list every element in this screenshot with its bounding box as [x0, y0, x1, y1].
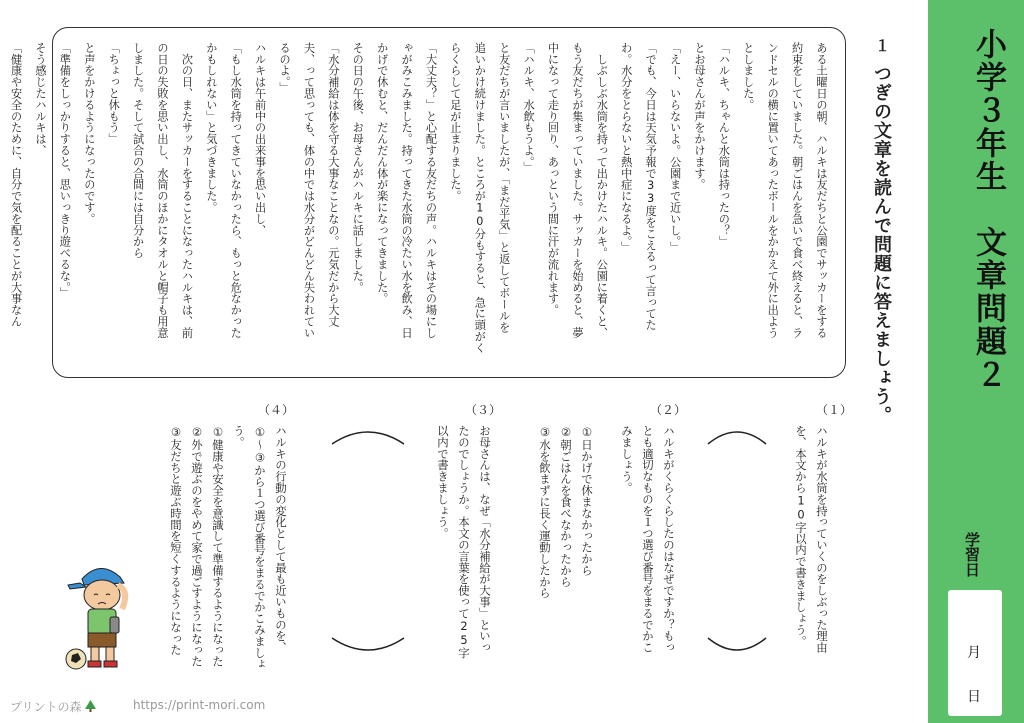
q4-option-3[interactable]: ③友だちと遊ぶ時間を短くするようになった [169, 425, 183, 656]
q2-number: （２） [650, 403, 687, 417]
passage-line: もう友だちが集まっていました。サッカーを始めると、夢 [570, 42, 584, 339]
passage-line: るのよ。」 [278, 42, 292, 94]
instruction: つぎの文章を読んで問題に答えましょう。 [871, 64, 892, 425]
passage-line: しました。そして試合の合間には自分から [131, 42, 145, 259]
passage-line: 「水分補給は体を守る大事なことなの。元気だから大丈 [326, 42, 340, 327]
q3-number: （３） [465, 403, 502, 417]
passage-line: わ。水分をとらないと熱中症になるよ。」 [619, 42, 633, 253]
q4-line: う。 [232, 425, 246, 448]
passage-line: 「ちょっと休もう」 [107, 42, 121, 145]
q2-line: とも適切なものを１つ選び番号をまるでかこ [641, 425, 655, 653]
study-date-label: 学習日 [963, 532, 981, 577]
q1-line: ハルキが水筒を持っていくのをしぶった理由 [815, 425, 829, 653]
q2-text [616, 425, 679, 653]
passage-line: らくらして足が止まりました。 [448, 42, 462, 202]
q4-line: ①〜③から１つ選び番号をまるでかこみましょ [253, 425, 267, 670]
question-number: １ [875, 37, 891, 55]
passage-line: 「健康や安全のために、自分で気を配ることが大事なん [9, 42, 23, 327]
q1-line: を、本文から10字以内で書きましょう。 [794, 425, 808, 647]
q4-line: ハルキの行動の変化として最も近いものを、 [274, 425, 288, 653]
passage-line: 約束をしていました。朝ごはんを急いで食べ終えると、ラ [790, 42, 804, 339]
q4-text [228, 425, 291, 670]
q1-text [790, 425, 832, 653]
q2-option-1[interactable]: ①日かげで休まなかったから [580, 425, 594, 576]
q2-option-2[interactable]: ②朝ごはんを食べなかったから [559, 425, 573, 588]
q2-options [534, 425, 597, 599]
passage-line: ンドセルの横に置いてあったボールをかかえて外に出よう [766, 42, 780, 339]
date-box[interactable] [948, 590, 1002, 716]
passage-line: としました。 [741, 42, 755, 111]
passage-line: 夫、って思っても、体の中では水分がどんどん失われてい [302, 42, 316, 339]
q4-options [165, 425, 228, 667]
passage-box [9, 27, 846, 378]
passage-line: 「ハルキ、ちゃんと水筒は持ったの？」 [717, 42, 731, 248]
day-label: 日 [967, 689, 981, 705]
passage-line: 「えー、いらないよ。公園まで近いし。」 [668, 42, 682, 253]
q4-option-2[interactable]: ②外で遊ぶのをやめて家で過ごすようになった [190, 425, 204, 667]
q4-option-1[interactable]: ①健康や安全を意識して準備するようになった [211, 425, 225, 667]
passage-line: 「ハルキ、水飲もうよ。」 [522, 42, 536, 174]
passage-line: と声をかけるようになったのです。 [82, 42, 96, 225]
footer-brand [10, 698, 96, 715]
passage-line: 追いかけ続けました。ところが10分もすると、急に頭がく [473, 42, 487, 354]
q3-text [432, 425, 495, 658]
passage-line: と友だちが言いましたが、「まだ平気」と返してボールを [497, 42, 511, 333]
passage-line: 「でも、今日は天気予報で33度をこえるって言ってた [644, 42, 658, 331]
q2-line: みましょう。 [620, 425, 634, 494]
worksheet-title: 小学３年生 文章問題２ [970, 28, 1006, 391]
footer-brand-name: プリントの森 [10, 700, 82, 714]
passage-text [0, 42, 833, 362]
passage-line: の日の失敗を思い出し、水筒のほかにタオルと帽子も用意 [156, 42, 170, 339]
passage-line: その日の午後、お母さんがハルキに話しました。 [351, 42, 365, 293]
q3-line: お母さんは、なぜ「水分補給が大事」といっ [478, 425, 492, 653]
passage-line: ハルキは午前中の出来事を思い出し、 [253, 42, 267, 236]
tree-icon [85, 700, 96, 712]
footer-url[interactable]: https://print-mori.com [133, 698, 266, 712]
passage-line: 「もし水筒を持ってきていなかったら、もっと危なかった [229, 42, 243, 339]
passage-line: しぶしぶ水筒を持って出かけたハルキ。公園に着くと、 [595, 42, 609, 339]
q3-answer-area[interactable] [330, 418, 406, 664]
q3-line: 以内で書きましょう。 [436, 425, 450, 539]
q2-option-3[interactable]: ③水を飲まずに長く運動したから [538, 425, 552, 599]
passage-line: ゃがみこみました。持ってきた水筒の冷たい水を飲み、日 [400, 42, 414, 339]
passage-line: 「大丈夫？」と心配する友だちの声。ハルキはその場にし [424, 42, 438, 339]
boy-holding-head-illustration [60, 555, 140, 675]
q3-line: たのでしょうか。本文の言葉を使って25字 [457, 425, 471, 659]
passage-line: かげで休むと、だんだん体が楽になってきました。 [375, 42, 389, 305]
passage-line: 次の日、またサッカーをすることになったハルキは、前 [180, 42, 194, 339]
month-label: 月 [967, 645, 981, 661]
passage-line: かもしれない」と気づきました。 [204, 42, 218, 213]
passage-line: とお母さんが声をかけます。 [692, 42, 706, 191]
passage-line: そう感じたハルキは、 [34, 42, 47, 156]
q4-number: （４） [258, 403, 295, 417]
q1-number: （１） [816, 403, 853, 417]
passage-line: ある土曜日の朝、ハルキは友だちと公園でサッカーをする [815, 42, 828, 339]
q2-line: ハルキがくらくらしたのはなぜですか？もっ [662, 425, 676, 653]
passage-line: 中になって走り回り、あっという間に汗が流れます。 [546, 42, 560, 316]
passage-line: 「準備をしっかりすると、思いっきり遊べるな。」 [58, 42, 72, 299]
q1-answer-area[interactable] [706, 418, 768, 664]
